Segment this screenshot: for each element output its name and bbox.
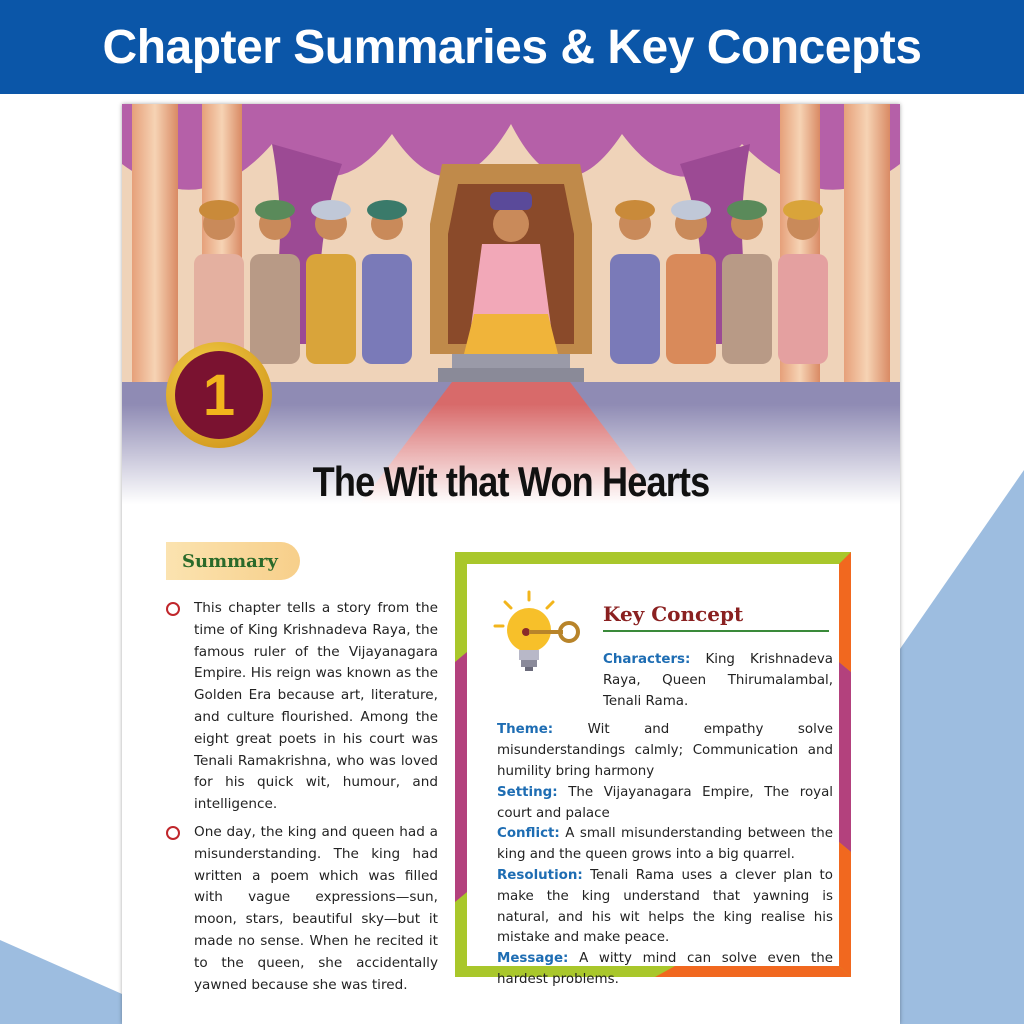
- circle-bullet-icon: [166, 602, 180, 616]
- theme-row: [497, 720, 833, 782]
- chapter-title: The Wit that Won Hearts: [312, 458, 710, 505]
- characters-row: [497, 650, 833, 712]
- resolution-text: Tenali Rama uses a clever plan to make the king understand that yawning is natural, and his wit helps the king realise his mistake and make peace.: [497, 867, 833, 946]
- summary-item-text: This chapter tells a story from the time of King Krishnadeva Raya, the famous ruler of the Vijayanagara Empire. His reign was known as the Golden Era because art, literature, and culture flourished. Among the eight great poets in his court was Tenali Ramakrishna, who was loved for his quick wit, humour, and intelligence.: [194, 600, 438, 813]
- book-page: [122, 104, 900, 1024]
- circle-bullet-icon: [166, 826, 180, 840]
- conflict-label: Conflict:: [497, 826, 560, 842]
- key-concept-divider: [603, 630, 829, 632]
- setting-label: Setting:: [497, 784, 558, 800]
- theme-text: Wit and empathy solve misunderstandings calmly; Communication and humility bring harmony: [497, 722, 833, 779]
- key-concept-text: [497, 650, 833, 991]
- banner-title: Chapter Summaries & Key Concepts: [0, 0, 1024, 94]
- summary-heading: Summary: [166, 542, 300, 580]
- message-row: [497, 949, 833, 991]
- resolution-label: Resolution:: [497, 867, 583, 883]
- summary-item: [166, 822, 438, 996]
- summary-item-text: One day, the king and queen had a misunderstanding. The king had written a poem which was filled with vague expressions—sun, moon, stars, beautiful sky—but it made no sense. When he recited it to the queen, she accidentally yawned because she was tired.: [194, 823, 438, 993]
- resolution-row: [497, 866, 833, 949]
- summary-item: [166, 598, 438, 816]
- message-text: A witty mind can solve even the hardest problems.: [497, 951, 833, 987]
- chapter-number-badge: [166, 342, 272, 448]
- message-label: Message:: [497, 951, 569, 967]
- key-concept-heading: Key Concept: [603, 602, 744, 626]
- conflict-text: A small misunderstanding between the king and the queen grows into a big quarrel.: [497, 826, 833, 863]
- characters-label: Characters:: [603, 652, 691, 667]
- chapter-number: 1: [175, 351, 263, 439]
- key-concept-content: [467, 564, 839, 987]
- conflict-row: [497, 824, 833, 866]
- setting-text: The Vijayanagara Empire, The royal court and palace: [497, 784, 833, 821]
- setting-row: [497, 783, 833, 825]
- characters-text: King Krishnadeva Raya, Queen Thirumalambal, Tenali Rama.: [603, 652, 833, 709]
- summary-list: [166, 598, 438, 1002]
- theme-label: Theme:: [497, 722, 554, 738]
- key-concept-box: [455, 552, 851, 987]
